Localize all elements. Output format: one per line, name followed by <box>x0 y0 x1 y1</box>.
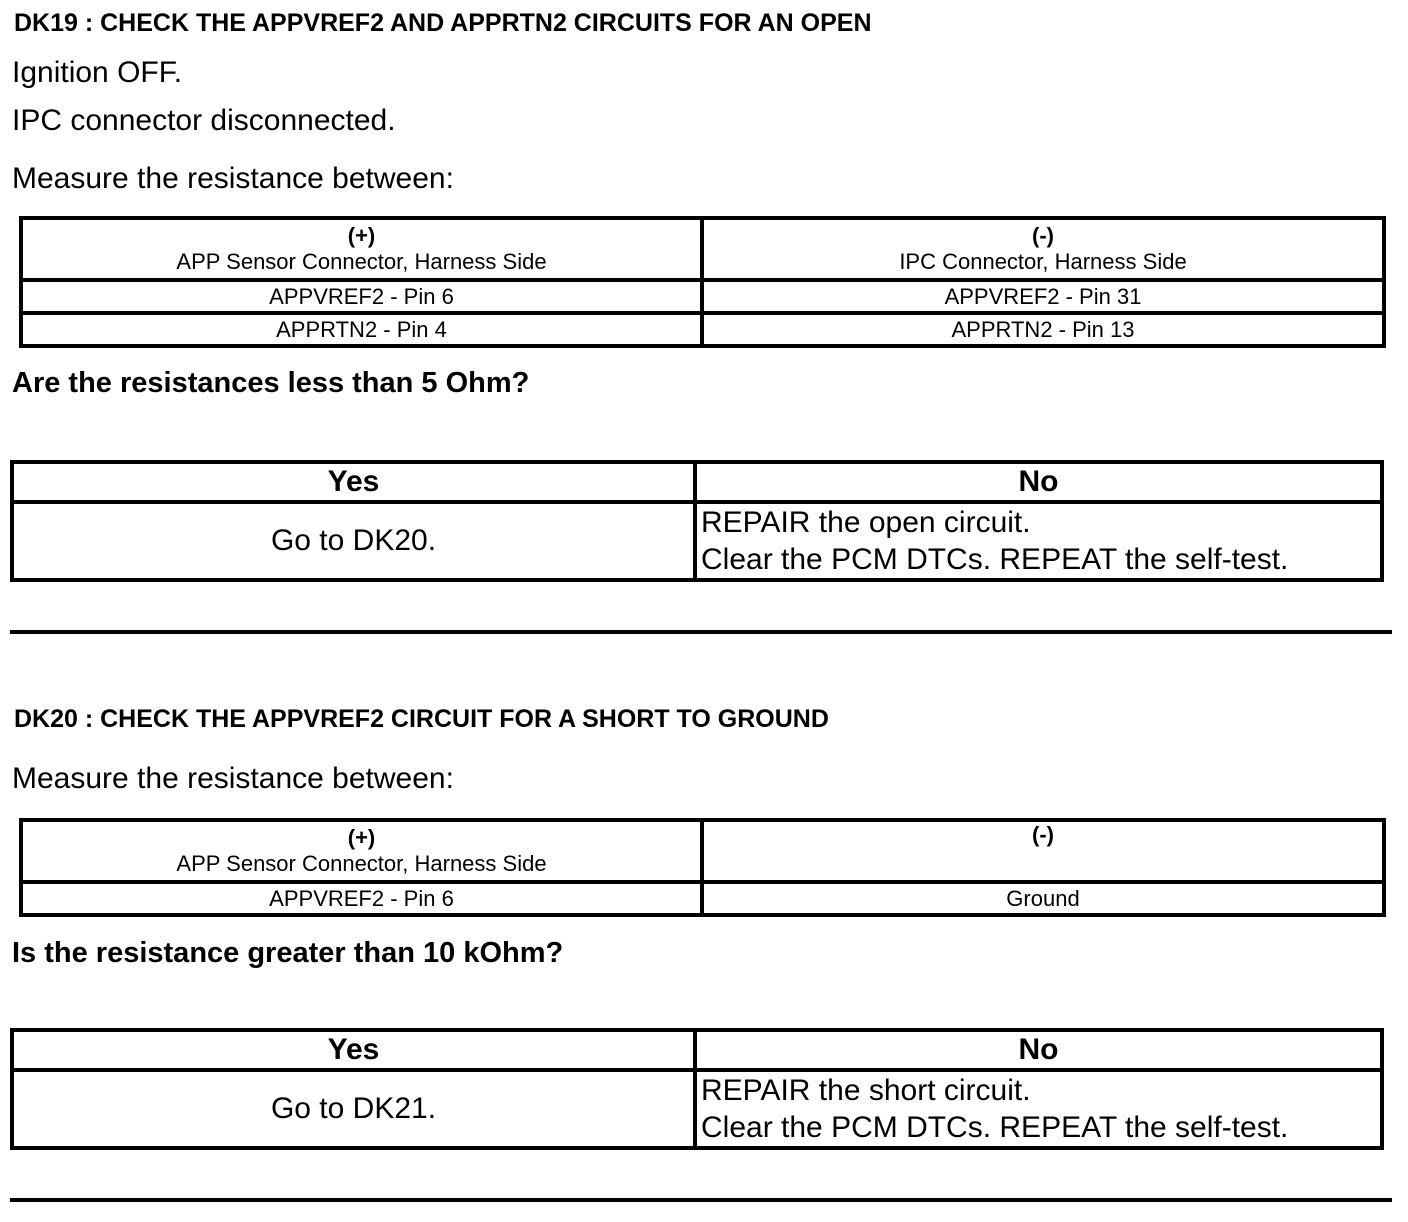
minus-column-header <box>702 218 1384 280</box>
table-row <box>21 313 1384 346</box>
dk20-measure-intro: Measure the resistance between: <box>12 762 454 795</box>
plus-symbol: (+) <box>347 223 376 248</box>
table-row <box>21 280 1384 313</box>
dk19-title: DK19 : CHECK THE APPVREF2 AND APPRTN2 CIRCUITS FOR AN OPEN <box>14 9 872 37</box>
minus-column-header <box>702 820 1384 882</box>
measure-table-header <box>21 218 1384 280</box>
dk19-question: Are the resistances less than 5 Ohm? <box>12 367 530 399</box>
dk19-condition-ipc: IPC connector disconnected. <box>12 104 396 137</box>
plus-cell: APPVREF2 - Pin 6 <box>21 280 702 313</box>
yes-action: Go to DK20. <box>12 502 695 580</box>
dk19-answer-table <box>10 460 1384 582</box>
no-action-line-1: REPAIR the short circuit. <box>701 1074 1031 1107</box>
measure-table-header <box>21 820 1384 882</box>
plus-cell: APPRTN2 - Pin 4 <box>21 313 702 346</box>
no-action <box>695 502 1382 580</box>
dk19-measure-intro: Measure the resistance between: <box>12 162 454 195</box>
dk20-answer-table <box>10 1028 1384 1150</box>
yes-header: Yes <box>12 1030 695 1070</box>
yes-header: Yes <box>12 462 695 502</box>
minus-label: IPC Connector, Harness Side <box>899 249 1187 274</box>
minus-cell: Ground <box>702 882 1384 915</box>
no-action-line-2: Clear the PCM DTCs. REPEAT the self-test. <box>701 1111 1289 1144</box>
answer-row <box>12 502 1382 580</box>
yes-action: Go to DK21. <box>12 1070 695 1148</box>
no-header: No <box>695 462 1382 502</box>
plus-column-header <box>21 820 702 882</box>
section-divider <box>10 1198 1392 1202</box>
dk20-question: Is the resistance greater than 10 kOhm? <box>12 937 564 969</box>
plus-cell: APPVREF2 - Pin 6 <box>21 882 702 915</box>
minus-cell: APPVREF2 - Pin 31 <box>702 280 1384 313</box>
no-action-line-1: REPAIR the open circuit. <box>701 506 1031 539</box>
answer-table-header <box>12 462 1382 502</box>
dk20-measure-table <box>19 818 1386 917</box>
section-divider <box>10 630 1392 634</box>
table-row <box>21 882 1384 915</box>
plus-symbol: (+) <box>347 825 376 850</box>
minus-symbol: (-) <box>1032 223 1054 248</box>
dk20-title: DK20 : CHECK THE APPVREF2 CIRCUIT FOR A SHORT TO GROUND <box>14 705 829 733</box>
answer-row <box>12 1070 1382 1148</box>
dk19-measure-table <box>19 216 1386 348</box>
dk19-condition-ignition: Ignition OFF. <box>12 56 183 89</box>
plus-label: APP Sensor Connector, Harness Side <box>176 851 547 876</box>
minus-symbol: (-) <box>1032 822 1054 847</box>
no-action-line-2: Clear the PCM DTCs. REPEAT the self-test. <box>701 543 1289 576</box>
no-header: No <box>695 1030 1382 1070</box>
minus-cell: APPRTN2 - Pin 13 <box>702 313 1384 346</box>
plus-column-header <box>21 218 702 280</box>
plus-label: APP Sensor Connector, Harness Side <box>176 249 547 274</box>
answer-table-header <box>12 1030 1382 1070</box>
no-action <box>695 1070 1382 1148</box>
